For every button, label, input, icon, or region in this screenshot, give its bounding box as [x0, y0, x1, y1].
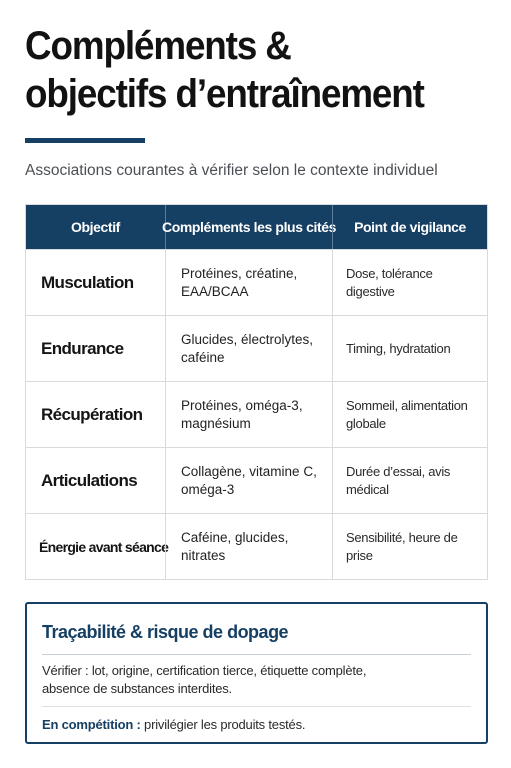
page-title-line-2: objectifs d’entraînement	[25, 72, 424, 116]
supplements-cell	[165, 448, 332, 513]
table-row	[26, 381, 487, 447]
caution-cell	[332, 250, 487, 315]
supplements-cell	[165, 382, 332, 447]
caution-line: Dose, tolérance digestive	[346, 265, 433, 299]
goals-table	[25, 204, 488, 580]
goal-cell: Endurance	[41, 338, 124, 358]
page-subtitle: Associations courantes à vérifier selon le contexte individuel	[25, 162, 438, 179]
callout-divider	[42, 654, 471, 655]
traceability-callout	[25, 602, 488, 744]
competition-label: En compétition :	[42, 717, 141, 732]
caution-cell	[332, 448, 487, 513]
supplements-line: EAA/BCAA	[181, 283, 249, 299]
page-title	[25, 22, 457, 118]
page-title-line-1: Compléments &	[25, 24, 291, 68]
supplements-cell	[165, 250, 332, 315]
caution-line: Timing, hydratation	[346, 340, 451, 356]
supplements-line: nitrates	[181, 547, 226, 563]
header-vigilance: Point de vigilance	[332, 205, 487, 249]
caution-cell	[332, 382, 487, 447]
table-row	[26, 513, 487, 579]
supplements-line: Protéines, créatine,	[181, 265, 298, 281]
table-row	[26, 447, 487, 513]
supplements-line: magnésium	[181, 415, 251, 431]
header-complements: Compléments les plus cités	[165, 205, 332, 249]
goal-cell: Musculation	[41, 272, 134, 292]
table-header	[26, 205, 487, 249]
goal-cell: Énergie avant séance	[39, 538, 169, 555]
competition-text: privilégier les produits testés.	[140, 717, 306, 732]
caution-line: Durée d’essai, avis médical	[346, 463, 451, 497]
supplements-cell	[165, 316, 332, 381]
supplements-line: Glucides, électrolytes,	[181, 331, 314, 347]
supplements-line: caféine	[181, 349, 225, 365]
caution-cell	[332, 316, 487, 381]
table-row	[26, 249, 487, 315]
callout-verify-line: absence de substances interdites.	[42, 681, 232, 696]
supplements-cell	[165, 514, 332, 579]
header-objectif: Objectif	[71, 219, 120, 235]
caution-line: Sommeil, alimentation	[346, 397, 468, 413]
supplements-line: Caféine, glucides,	[181, 529, 289, 545]
callout-title: Traçabilité & risque de dopage	[42, 622, 289, 642]
supplements-line: Collagène, vitamine C,	[181, 463, 317, 479]
callout-competition	[42, 716, 305, 734]
goal-cell: Articulations	[41, 470, 138, 490]
callout-divider	[42, 706, 471, 707]
supplements-line: Protéines, oméga-3,	[181, 397, 303, 413]
caution-line: globale	[346, 415, 386, 431]
table-row	[26, 315, 487, 381]
supplements-line: oméga-3	[181, 481, 235, 497]
caution-line: Sensibilité, heure de prise	[346, 529, 458, 563]
caution-cell	[332, 514, 487, 579]
title-underline	[25, 138, 145, 143]
callout-verify-text	[42, 662, 462, 698]
callout-verify-line: Vérifier : lot, origine, certification tierce, étiquette complète,	[42, 663, 367, 678]
goal-cell: Récupération	[41, 404, 143, 424]
